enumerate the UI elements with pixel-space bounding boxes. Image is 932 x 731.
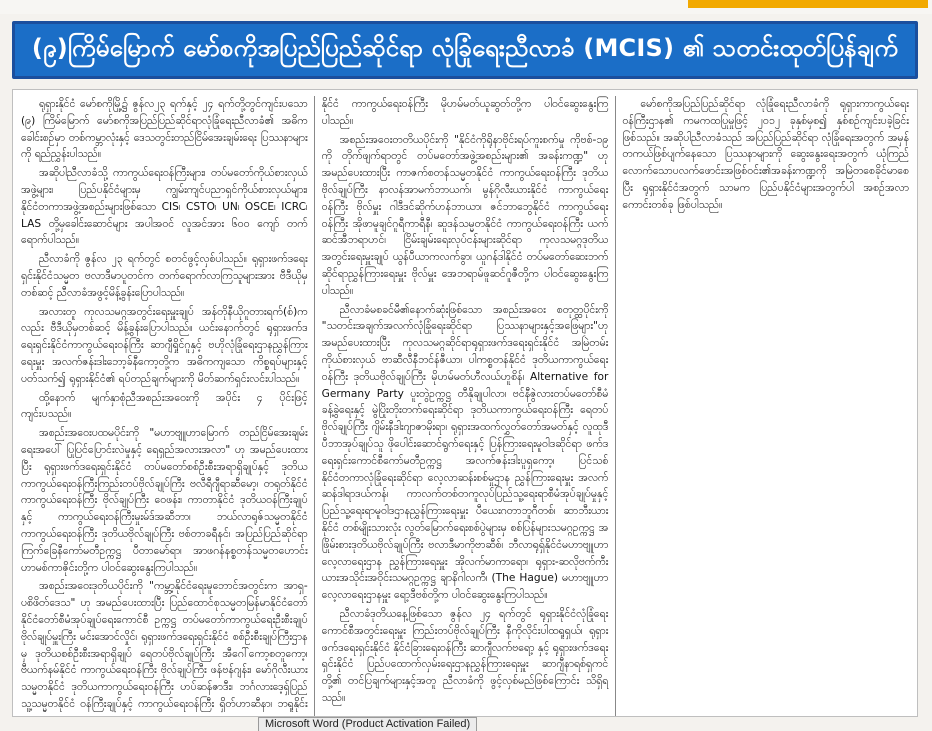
paragraph: မော်စကိုအပြည်ပြည်ဆိုင်ရာ လုံခြုံရေးညီလာခံကို ရုရှားကာကွယ်ရေး ဝန်ကြီးဌာန၏ ကမကထပြုမှုဖြင့် ၂၀၁၂ ခုနှစ်မှစ၍ နှစ်စဉ်ကျင်းပခဲ့ခြင်းဖြစ်သည်။ အဆိုပါညီလာခံသည် အပြည်ပြည်ဆိုင်ရာ လုံခြုံရေးအတွက် အမှန်တကယ်ဖြစ်ပျက်နေသော ပြဿနာများကို ဆွေးနွေးရေးအတွက် ယုံကြည်လောက်သောပလက်ဖောင်းအဖြစ်ဝင်း၏အခန်းကဏ္ဍကို အမြဲတစေခိုင်မာစေပြီး ရုရှားနိုင်ငံအတွက် သာမက ပြည်ပနိုင်ငံများအတွက်ပါ အစဉ်အလာကောင်းတစ်ခု ဖြစ်ပါသည်။ <box>622 98 909 211</box>
taskbar-button-word[interactable] <box>258 717 477 731</box>
taskbar-label: Microsoft Word (Product Activation Failed) <box>265 718 471 730</box>
headline-banner <box>12 21 918 79</box>
paragraph: အစည်းအဝေးတတိယပိုင်းကို "နိုင်ငံကိုရိုနာဗိုင်းရပ်ကူးစက်မှု ကိုဗစ်-၁၉ ကို တိုက်ဖျက်ရာတွင် တပ်မတော်အဖွဲ့အစည်းများ၏ အခန်းကဏ္ဍ" ဟု အမည်ပေးထားပြီး ကာဇက်စတန်သမ္မတနိုင်ငံ ကာကွယ်ရေးဝန်ကြီး ဒုတိယဗိုလ်ချုပ်ကြီး နာလန်အာမက်ဘာယက်၊ မွန်ဂိုလီးယားနိုင်ငံ ကာကွယ်ရေးဝန်ကြီး ဗိုလ်မှူး ဂါဒီဒင်ဆိုက်ဟန်ဘာယာ၊ ဇင်ဘာဘွေနိုင်ငံ ကာကွယ်ရေးဝန်ကြီး အိုဖာမူချင်ဂူရီကာရီနီ၊ ဆူဒန်သမ္မတနိုင်ငံ ကာကွယ်ရေးဝန်ကြီး ယက်ဆင်အီဘရာဟင်၊ ငြိမ်းချမ်းရေးလုပ်ငန်းများဆိုင်ရာ ကုလသမဂ္ဂဒုတိယအတွင်းရေးမှူးချုပ် ယွန်ပီယာကလက်ခွာ၊ ယူဂန်ဒါနိုင်ငံ တပ်မတော်ဆေးဘက်ဆိုင်ရာညွှန်ကြားရေးမှူး ဗိုလ်မှူး အေဘရာမ်ဖူဆင်ဂူဇီတို့က ပါဝင်ဆွေးနွေးကြပါသည်။ <box>321 133 609 297</box>
paragraph: ရုရှားနိုင်ငံ မော်စကိုမြို့၌ ဇွန်လ၂၃ ရက်နှင့် ၂၄ ရက်တို့တွင်ကျင်းပသော (၉) ကြိမ်မြောက် မော်စကိုအပြည်ပြည်ဆိုင်ရာလုံခြုံရေးညီလာခံ၏ အဓိကခေါင်းစဉ်မှာ တစ်ကမ္ဘာလုံးနှင့် ဒေသတွင်းတည်ငြိမ်အေးချမ်းရေး ပြဿနာများကို ရည်ညွှန်းပါသည်။ <box>21 98 308 161</box>
paragraph: အစည်းအဝေးပထမပိုင်းကို "မဟာဗျူဟာမြောက် တည်ငြိမ်အေးချမ်းရေးအပေါ် ပြုပြင်ပြောင်းလဲမှုနှင့် ရေရှည်အလားအလာ" ဟု အမည်ပေးထားပြီး ရုရှားဖက်ဒရေးရှင်းနိုင်ငံ တပ်မတော်စစ်ဦးစီးအရာရှိချုပ်နှင့် ဒုတိယကာကွယ်ရေးဝန်ကြီးကြည်းတပ်ဗိုလ်ချုပ်ကြီး ဗလီရီဂျီရာဆီမော့၊ တရုတ်နိုင်ငံကာကွယ်ရေးဝန်ကြီး ဗိုလ်ချုပ်ကြီး ဝေဖန်း၊ ကာတာနိုင်ငံ ဒုတိယဝန်ကြီးချုပ်နှင့် ကာကွယ်ရေးဝန်ကြီးမှုးမ်ဒ်အဆီဘာ၊ ဘယ်လာရုဇ်သမ္မတနိုင်ငံ ကာကွယ်ရေးဝန်ကြီး ဒုတိယဗိုလ်ချုပ်ကြီး ဗစ်တာခရီနင်၊ အပြည်ပြည်ဆိုင်ရာကြက်ခြေနီကော်မတီဥက္ကဋ္ဌ ပီတာမော်ရာ၊ အာဖဂန်နစ္စတန်သမ္မတဟောင်း ဟာမစ်ကာဇိုင်းတို့က ပါဝင်ဆွေးနွေးကြပါသည်။ <box>21 427 308 574</box>
headline-text: (၉)ကြိမ်မြောက် မော်စကိုအပြည်ပြည်ဆိုင်ရာ လုံခြုံရေးညီလာခံ (MCIS) ၏ သတင်းထုတ်ပြန်ချက် <box>31 34 899 62</box>
paragraph: အစည်းအဝေးဒုတိယပိုင်းကို "ကမ္ဘာ့နိုင်ငံရေးမူဘောင်အတွင်းက အာရှ-ပစိဖိတ်ဒေသ" ဟု အမည်ပေးထားပြီး ပြည်ထောင်စုသမ္မတမြန်မာနိုင်ငံတော် နိုင်ငံတော်စီမံအုပ်ချုပ်ရေးကောင်စီ ဥက္ကဋ္ဌ တပ်မတော်ကာကွယ်ရေးဦးစီးချုပ် ဗိုလ်ချုပ်မှူးကြီး မင်းအောင်လှိုင်၊ ရုရှားဖက်ဒရေးရှင်းနိုင်ငံ စစ်ဦးစီးချုပ်ကြီးဌာနမှ ဒုတိယစစ်ဦးစီးအရာရှိချုပ် ရေတပ်ဗိုလ်ချုပ်ကြီး အီဂေါ်ကော့စတူကော့၊ ဗီယက်နမ်နိုင်ငံ ကာကွယ်ရေးဝန်ကြီး ဗိုလ်ချုပ်ကြီး ဖန်ဗန်ဂျန်း၊ မော်ဂိုလီးယားသမ္မတနိုင်ငံ ဒုတိယကာကွယ်ရေးဝန်ကြီး ဟပ်ဆန်ဇာဒီး၊ ဘင်္ဂလားဒေ့ရှ်ပြည်သူ့သမ္မတနိုင်ငံ ဝန်ကြီးချုပ်နှင့် ကာကွယ်ရေးဝန်ကြီး ရှိတ်ဟာဆီနာ၊ ဘရူနိုင်းနိုင်ငံ ကာကွယ်ရေးဝန်ကြီး မိုဟမ်မတ်ယူဆွတ်တို့က ပါဝင်ဆွေးနွေးကြပါသည်။ <box>21 98 609 710</box>
paragraph: အလားတူ ကုလသမဂ္ဂအတွင်းရေးမှူးချုပ် အန်တိုနီယိုဂူတားရက်(စ်)ကလည်း ဗီဒီယိုမှတစ်ဆင့် မိန့်ခွန်းပြောပါသည်။ ယင်းနောက်တွင် ရုရှားဖက်ဒရေးရှင်းနိုင်ငံကာကွယ်ရေးဝန်ကြီး ဆာဂျီရှိုင်ဂူနှင့် ဗဟိုလုံခြုံရေးဌာနညွှန်ကြားရေးမှူး အလက်ဇန်းဒါးဘော့ခ်နီကော့တို့က အဓိကကျသော ကိစ္စရပ်များနှင့်ပတ်သက်၍ ရုရှားနိုင်ငံ၏ ရပ်တည်ချက်များကို မိတ်ဆက်ရှင်းလင်းပါသည်။ <box>21 305 308 385</box>
paragraph: ညီလာခံမစခင်မီ၏နောက်ဆုံးဖြစ်သော အစည်းအဝေး စတုတ္ထပိုင်းကို "သတင်းအချက်အလက်လုံခြုံရေးဆိုင်ရာ ပြဿနာများနှင့်အဖြေများ"ဟု အမည်ပေးထားပြီး ကုလသမဂ္ဂဆိုင်ရာရုရှားဖက်ဒရေးရှင်းနိုင်ငံ အမြဲတမ်းကိုယ်စားလှယ် ဗာဆီလီနီဘင်န်ဇီယာ၊ ပါကစ္စတန်နိုင်ငံ ဒုတိယကာကွယ်ရေးဝန်ကြီး ဒုတိယဗိုလ်ချုပ်ကြီး မိုဟမ်မတ်ဟီလယ်ဟူစိန်၊ Alternative for Germany Party ပူးတွဲဥက္ကဋ္ဌ တီနိုချုပါလာ၊ ဗင်နီဇွဲလားတပ်မတော်စီမံခန့်ခွဲရေးနှင့် မွဲပြိုးတိုးတက်ရေးဆိုင်ရာ ဒုတိယကာကွယ်ရေးဝန်ကြီး ရေတပ်ဗိုလ်ချုပ်ကြီး ဂျိမ်းနီဒါးဂျာဇာမိုးရာ၊ ရုရှားအထက်လွှတ်တော်အမတ်နှင့် လူထုဒီပီဘာအုပ်ချုပ်သူ ဖိုပေါင်းဆောင်ရွက်ရေးနှင့် ပြန်ကြားရေးမူဝါဒဆိုင်ရာ ဖက်ဒရေးရှင်းကောင်စီကော်မတီဥက္ကဋ္ဌ အလက်ဇန်းဒါးပူရှကော့၊ ပြင်သစ်နိုင်ငံတကာလုံခြုံရေးဆိုင်ရာ လေ့လာဆန်းစစ်မှုဌာန ညွှန်ကြားရေးမှူး အလက်ဆန်ဒါရာဒယ်ကန်၊ ကာလက်တစ်တကူလုပ်ပြည်သူ့ရေးရာစီမံအုပ်ချုပ်မှုနှင့် ပြည်သူ့ရေးရာမူဝါဒဌာနညွှန်ကြားရေးမှူး ပီယေးဂတာဘူဂီတစ်၊ ဆာဘီးယားနိုင်ငံ တစ်မျိုးသားလုံး လွတ်မြောက်ရေးစစ်ပွဲများမှ စစ်ပြန်များသမဂ္ဂဥက္ကဋ္ဌ အဖြိုမ်းစားဒုတိယဗိုလ်ချုပ်ကြီး ဗလာဒီမာကိုဗာဆီစ်၊ ဘီလာရုရှ်နိုင်ငံမဟာဗျူဟာလေ့လာရေးဌာန ညွှန်ကြားရေးမှူး အိုလက်မာကာရော၊ ရုရှား-ဆလိုဗက်ကီးယားအသိုင်းအဝိုင်းသမဂ္ဂဥက္ကဋ္ဌ ချာနိဂါလကီ၊ (The Hague) မဟာဗျူဟာလေ့လာရေးဌာနမှူး ရော့ဒီဗစ်တို့က ပါဝင်ဆွေးနွေးကြပါသည်။ <box>321 303 609 602</box>
paragraph: ထို့နောက် မျက်နှာစုံညီအစည်းအဝေးကို အပိုင်း ၄ ပိုင်းဖြင့် ကျင်းပသည်။ <box>21 391 308 421</box>
paragraph: အဆိုပါညီလာခံသို့ ကာကွယ်ရေးဝန်ကြီးများ၊ တပ်မတော်ကိုယ်စားလှယ်အဖွဲ့များ၊ ပြည်ပနိုင်ငံများမှ ကျွမ်းကျင်ပညာရှင်ကိုယ်စားလှယ်များ၊ နိုင်ငံတကာအဖွဲ့အစည်းများဖြစ်သော CIS၊ CSTO၊ UN၊ OSCE၊ ICRC၊ LAS တို့မှခေါင်းဆောင်များ အပါအဝင် လူအင်အား ၆၀၀ ကျော် တက်ရောက်ပါသည်။ <box>21 167 308 247</box>
accent-bar <box>688 0 928 8</box>
article-body <box>12 89 918 717</box>
paragraph: ညီလာခံကို ဇွန်လ ၂၃ ရက်တွင် စတင်ဖွင့်လှစ်ပါသည်။ ရုရှားဖက်ဒရေးရှင်းနိုင်ငံသမ္မတ ဗလာဒီမာပူတင်က တက်ရောက်လာကြသူများအား ဗီဒီယိုမှတစ်ဆင့် ညီလာခံအဖွင့်မိန့်ခွန်းပြောပါသည်။ <box>21 253 308 299</box>
paragraph: ညီလာခံဒုတိယနေ့ဖြစ်သော ဇွန်လ ၂၄ ရက်တွင် ရုရှားနိုင်ငံလုံခြုံရေးကောင်စီအတွင်းရေးမှူး ကြည်းတပ်ဗိုလ်ချုပ်ကြီး နီကိုလိုင်းပါထရူရှယ်၊ ရုရှားဖက်ဒရေးရှင်းနိုင်ငံ နိုင်ငံခြားရေးဝန်ကြီး ဆာဂျီလက်ဗရော့ နှင့် ရုရှားဖက်ဒရေးရှင်းနိုင်ငံ ပြည်ပထောက်လှမ်းရေးဌာနညွှန်ကြားရေးမှူး ဆာဂျီနာရစ်ရှကင်တို့၏ တင်ပြချက်များနှင့်အတူ ညီလာခံကို ဖွင့်လှစ်မည်ဖြစ်ကြောင်း သိရှိရသည်။ <box>321 607 609 704</box>
